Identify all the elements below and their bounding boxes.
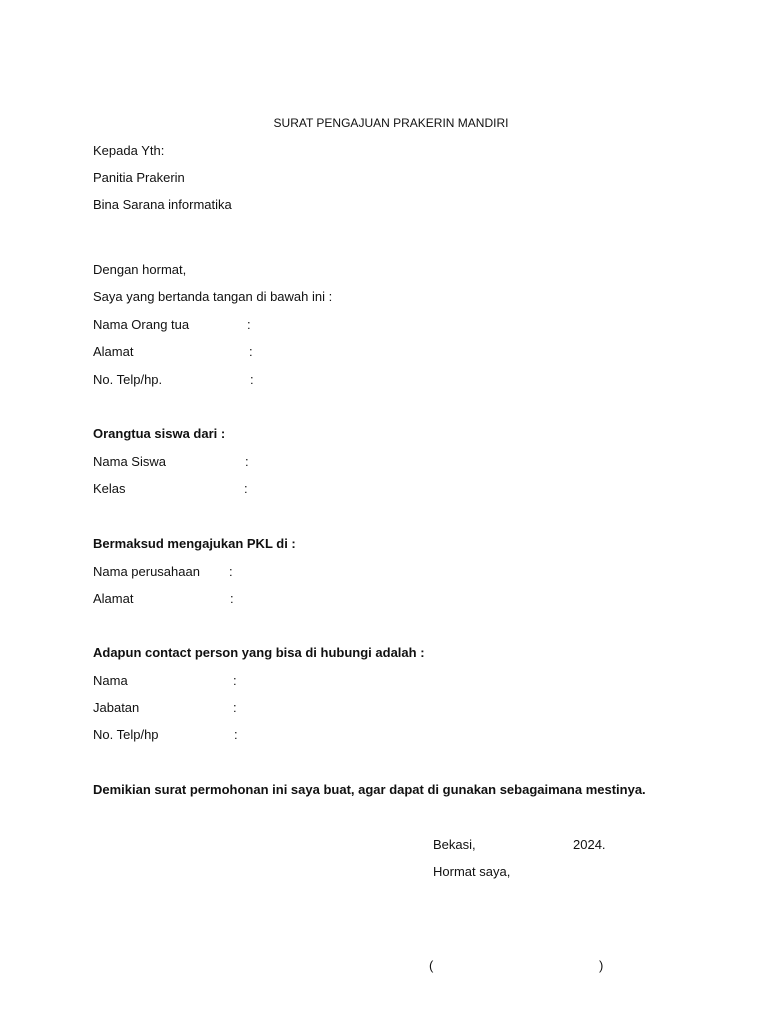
signature-close-paren: ) <box>599 958 604 973</box>
student-name-label: Nama Siswa <box>93 454 166 469</box>
company-address-colon: : <box>230 591 234 606</box>
parent-phone-colon: : <box>250 372 254 387</box>
intro-text: Saya yang bertanda tangan di bawah ini : <box>93 289 333 304</box>
parent-name-colon: : <box>247 317 251 332</box>
company-address-label: Alamat <box>93 591 134 606</box>
recipient-line-2: Panitia Prakerin <box>93 170 185 185</box>
student-heading: Orangtua siswa dari : <box>93 426 226 441</box>
signature-place: Bekasi, <box>433 837 476 852</box>
contact-position-colon: : <box>233 700 237 715</box>
company-name-colon: : <box>229 564 233 579</box>
student-name-colon: : <box>245 454 249 469</box>
closing-statement: Demikian surat permohonan ini saya buat, agar dapat di gunakan sebagaimana mestinya. <box>93 782 646 797</box>
parent-address-colon: : <box>249 344 253 359</box>
letter-title: SURAT PENGAJUAN PRAKERIN MANDIRI <box>273 116 509 130</box>
greeting: Dengan hormat, <box>93 262 187 277</box>
parent-phone-label: No. Telp/hp. <box>93 372 163 387</box>
recipient-line-1: Kepada Yth: <box>93 143 165 158</box>
student-class-colon: : <box>244 481 248 496</box>
contact-heading: Adapun contact person yang bisa di hubungi adalah : <box>93 645 425 660</box>
parent-address-label: Alamat <box>93 344 134 359</box>
company-name-label: Nama perusahaan <box>93 564 200 579</box>
pkl-heading: Bermaksud mengajukan PKL di : <box>93 536 296 551</box>
contact-name-colon: : <box>233 673 237 688</box>
contact-position-label: Jabatan <box>93 700 140 715</box>
contact-phone-colon: : <box>234 727 238 742</box>
contact-phone-label: No. Telp/hp <box>93 727 159 742</box>
parent-name-label: Nama Orang tua <box>93 317 190 332</box>
student-class-label: Kelas <box>93 481 126 496</box>
recipient-line-3: Bina Sarana informatika <box>93 197 232 212</box>
signature-year: 2024. <box>573 837 606 852</box>
contact-name-label: Nama <box>93 673 128 688</box>
signature-regards: Hormat saya, <box>433 864 511 879</box>
signature-open-paren: ( <box>429 958 434 973</box>
